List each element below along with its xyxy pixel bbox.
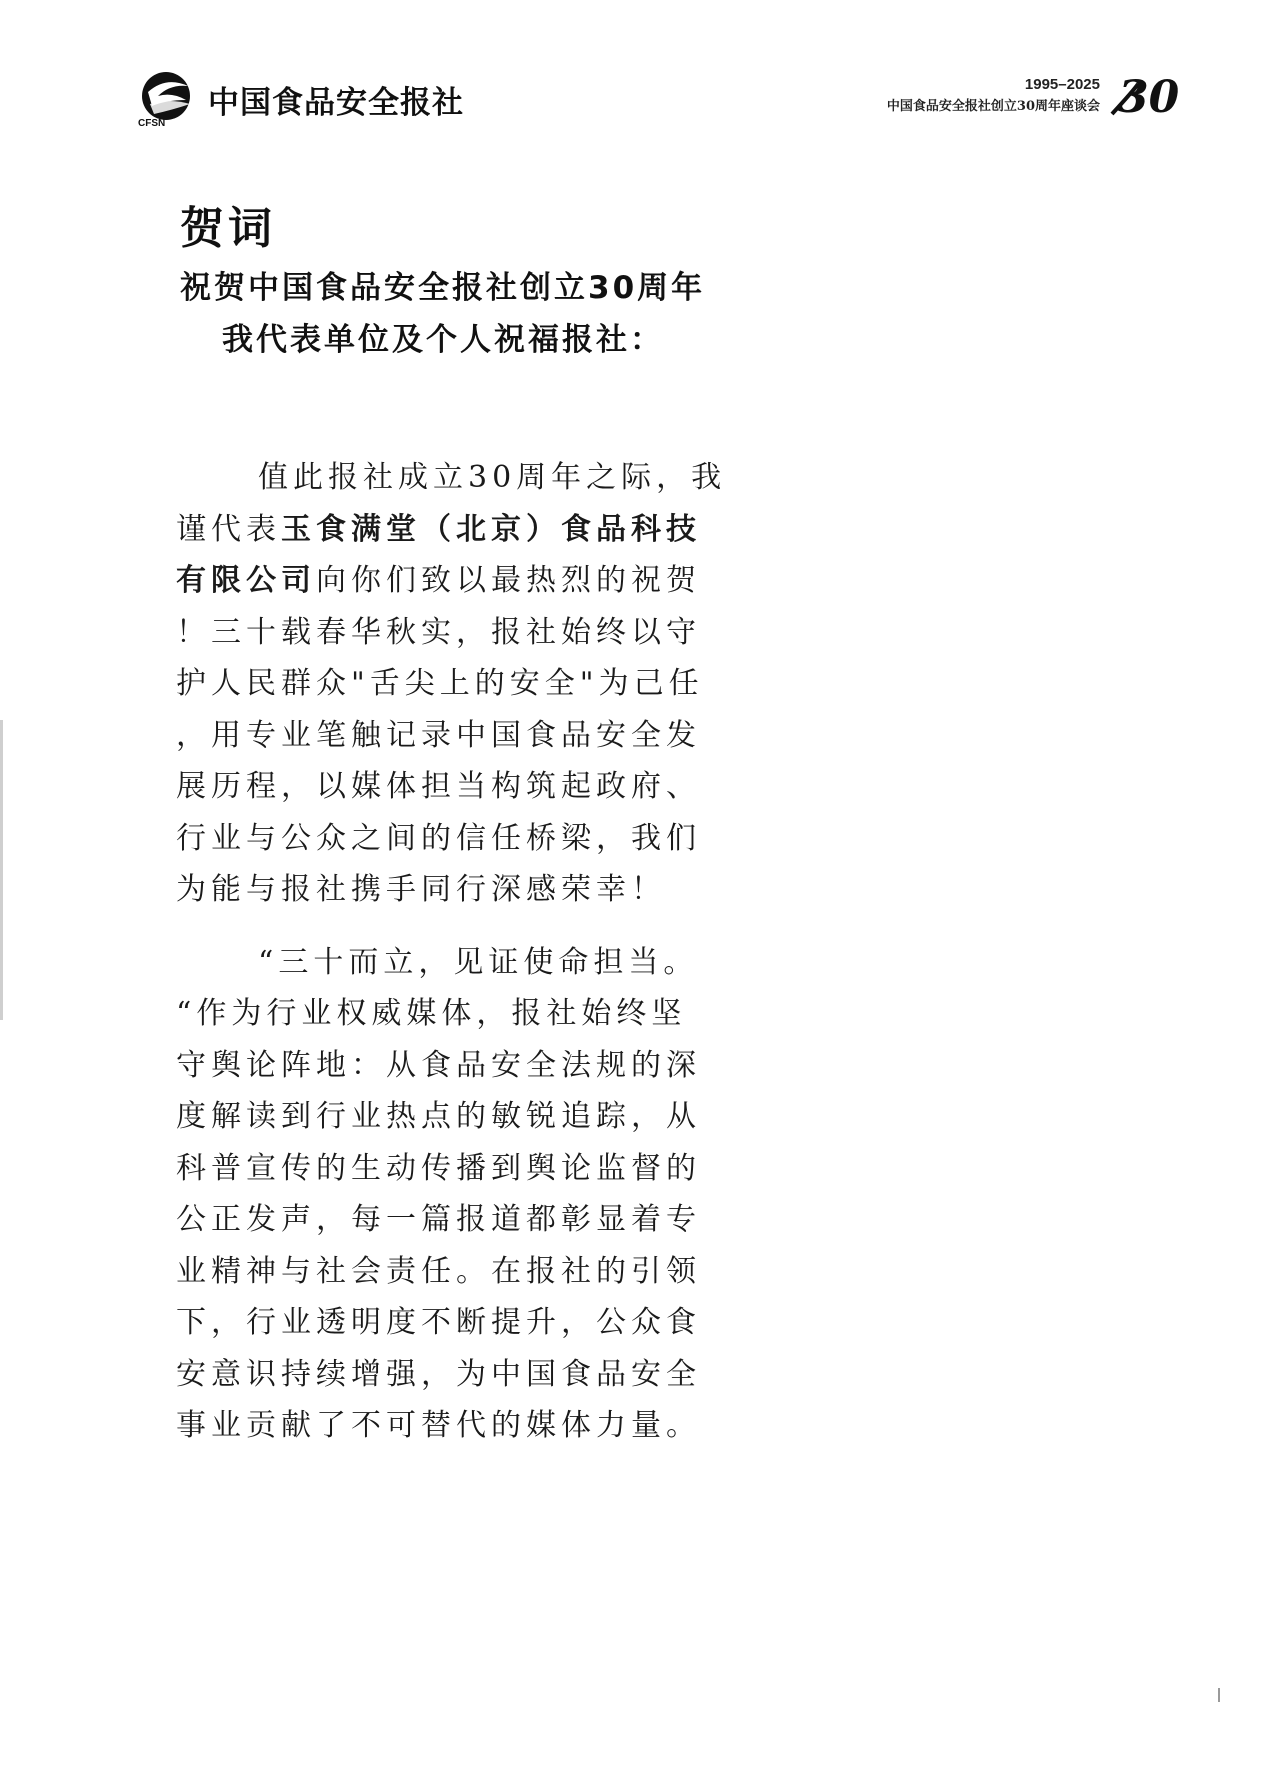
paragraph-1-line: 行业与公众之间的信任桥梁，我们: [176, 820, 701, 856]
paragraph-1-line: 值此报社成立30周年之际，我: [258, 460, 727, 495]
paragraph-2-line: 科普宣传的生动传播到舆论监督的: [176, 1150, 701, 1186]
paragraph-1-line: [176, 504, 746, 556]
paragraph-1-line: [176, 555, 746, 607]
company-name-part-1: 玉食满堂（北京）食品科技: [281, 511, 701, 547]
anniversary-badge: [887, 70, 1200, 120]
newspaper-logo: [136, 70, 464, 128]
anniversary-event: 中国食品安全报社创立30周年座谈会: [886, 99, 1100, 114]
company-name-part-2: 有限公司: [176, 563, 316, 598]
paragraph-2-line: 事业贡献了不可替代的媒体力量。: [176, 1408, 701, 1443]
anniversary-years: 1995–2025: [1024, 76, 1100, 93]
paragraph-2-line: 公正发声，每一篇报道都彰显着专: [176, 1202, 701, 1237]
newspaper-name: 中国食品安全报社: [208, 84, 464, 121]
paragraph-2-line: 度解读到行业热点的敏锐追踪，从: [176, 1099, 701, 1134]
paragraph-1-line: 为能与报社携手同行深感荣幸！: [176, 872, 666, 907]
paragraph-1-text: 向你们致以最热烈的祝贺: [316, 563, 701, 598]
paragraph-1-text: 谨代表: [176, 511, 281, 547]
paragraph-2-line: 守舆论阵地：从食品安全法规的深: [176, 1047, 701, 1083]
paragraph-2-line: 下，行业透明度不断提升，公众食: [176, 1305, 701, 1340]
paragraph-2-line: 业精神与社会责任。在报社的引领: [176, 1253, 701, 1289]
paragraph-1-line: ！三十载春华秋实，报社始终以守: [176, 614, 701, 650]
svg-text:CFSN: CFSN: [138, 118, 166, 128]
paragraph-2-line: 安意识持续增强，为中国食品安全: [176, 1356, 701, 1392]
anniversary-30-logo: [1108, 70, 1200, 120]
paragraph-1-line: ，用专业笔触记录中国食品安全发: [176, 717, 701, 753]
paragraph-1-line: 展历程，以媒体担当构筑起政府、: [176, 769, 701, 804]
paragraph-2-line: “作为行业权威媒体，报社始终坚: [176, 996, 687, 1031]
svg-text:30: 30: [1118, 72, 1180, 120]
paragraph-2-line: “三十而立，见证使命担当。: [258, 944, 699, 980]
letter-title: 贺词: [180, 203, 276, 254]
cfsn-emblem-icon: [136, 70, 202, 128]
scan-tick-artifact: [1218, 1688, 1220, 1702]
letter-body: [176, 452, 746, 1452]
scan-edge-artifact: [0, 720, 3, 1020]
letter-subtitle-line-1: 祝贺中国食品安全报社创立30周年: [180, 270, 706, 306]
paragraph-1-line: 护人民群众"舌尖上的安全"为己任: [176, 666, 704, 701]
letter-subtitle-line-2: 我代表单位及个人祝福报社：: [222, 322, 664, 358]
